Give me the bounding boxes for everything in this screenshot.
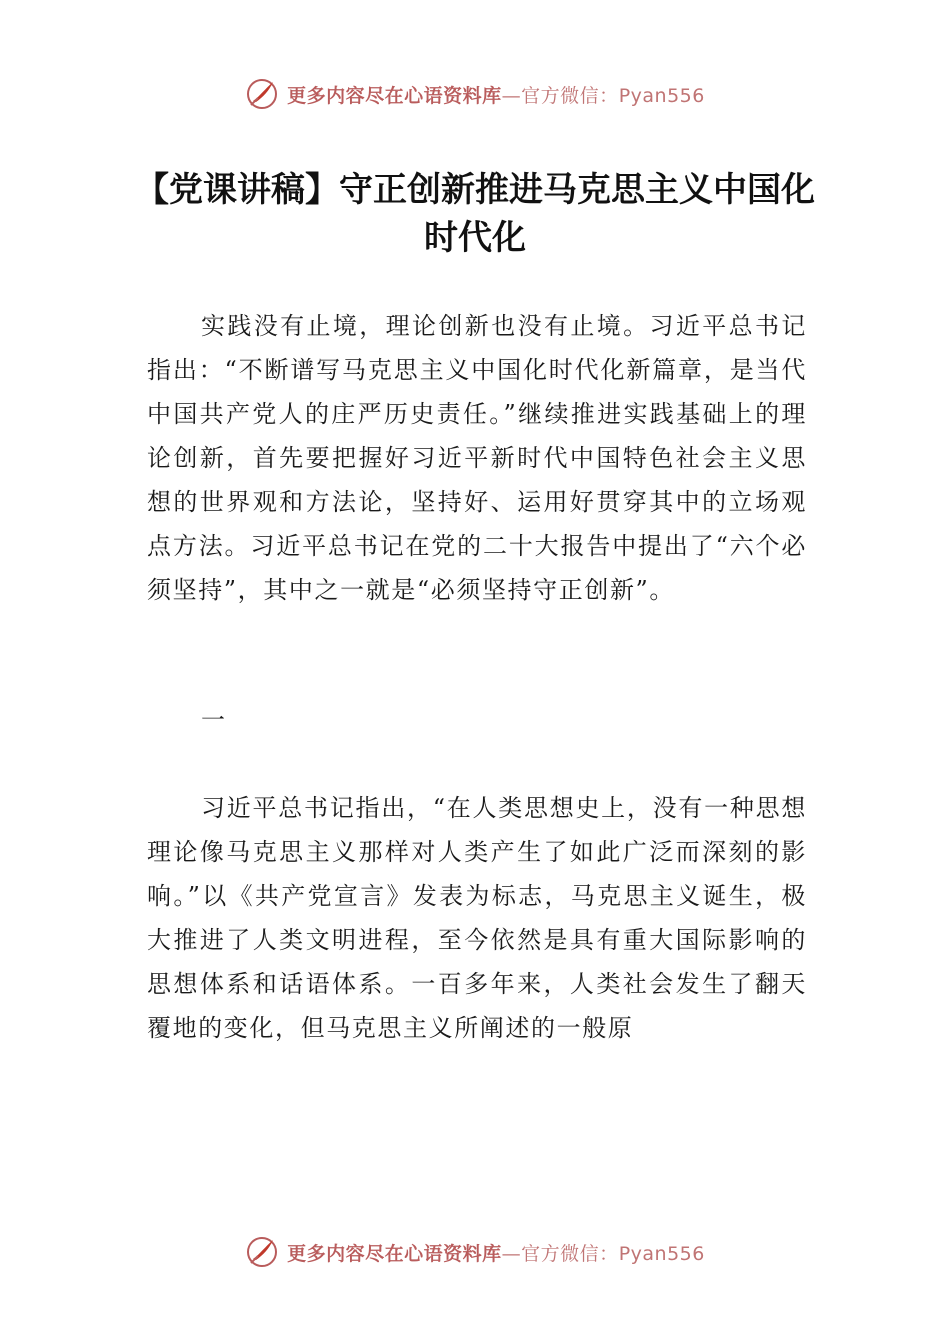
- header-watermark-banner: [0, 74, 950, 114]
- quill-logo-icon: [245, 1235, 279, 1269]
- footer-banner-separator: —: [501, 1242, 522, 1265]
- header-banner-wechat-id: Pyan556: [618, 84, 705, 107]
- footer-banner-wechat-id: Pyan556: [618, 1242, 705, 1265]
- paragraph-intro: 实践没有止境，理论创新也没有止境。习近平总书记指出：“不断谱写马克思主义中国化时代化新篇章，是当代中国共产党人的庄严历史责任。”继续推进实践基础上的理论创新，首先要把握好习近平新时代中国特色社会主义思想的世界观和方法论，坚持好、运用好贯穿其中的立场观点方法。习近平总书记在党的二十大报告中提出了“六个必须坚持”，其中之一就是“必须坚持守正创新”。: [147, 312, 807, 604]
- header-banner-wechat-label: 官方微信：: [521, 84, 619, 107]
- quill-logo-icon: [245, 77, 279, 111]
- section-heading-one: 一: [201, 706, 227, 734]
- header-banner-separator: —: [501, 84, 522, 107]
- header-banner-main: 更多内容尽在心语资料库: [287, 84, 502, 107]
- footer-banner-text: [287, 1239, 705, 1266]
- footer-watermark-banner: [0, 1232, 950, 1272]
- footer-banner-main: 更多内容尽在心语资料库: [287, 1242, 502, 1265]
- footer-banner-wechat-label: 官方微信：: [521, 1242, 619, 1265]
- header-banner-text: [287, 81, 705, 108]
- document-title: 【党课讲稿】守正创新推进马克思主义中国化时代化: [135, 170, 815, 258]
- paragraph-section-one: 习近平总书记指出，“在人类思想史上，没有一种思想理论像马克思主义那样对人类产生了如此广泛而深刻的影响。”以《共产党宣言》发表为标志，马克思主义诞生，极大推进了人类文明进程，至今依然是具有重大国际影响的思想体系和话语体系。一百多年来，人类社会发生了翻天覆地的变化，但马克思主义所阐述的一般原: [147, 794, 807, 1042]
